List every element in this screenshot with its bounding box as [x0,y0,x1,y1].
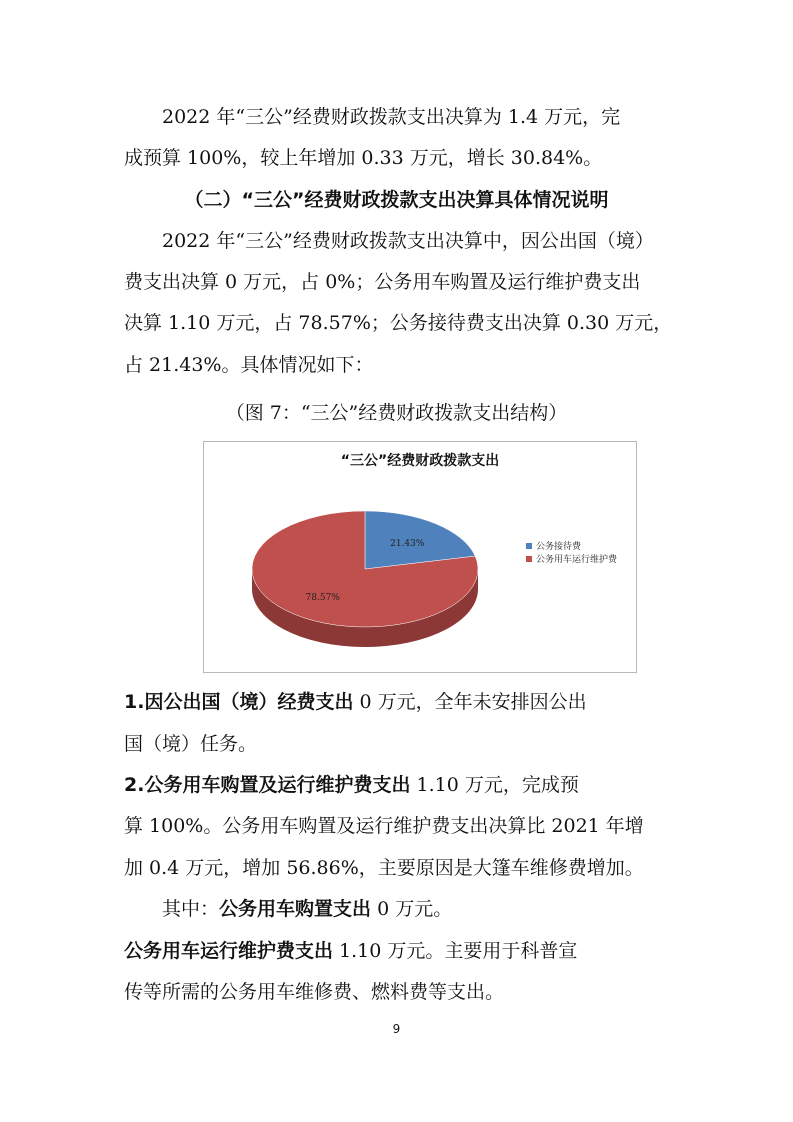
text: 其中： [162,898,220,920]
text: 1.10 万元，完成预 [410,774,579,796]
pie-chart-frame [203,441,637,673]
para-line: 占 21.43%。具体情况如下： [124,354,374,376]
subheading-bold: 公务用车购置支出 [219,898,372,920]
slice-2-label: 78.57% [305,593,340,604]
para-line: 算 100%。公务用车购置及运行维护费支出决算比 2021 年增 [124,815,644,837]
slice-1-legend-label: 公务接待费 [536,542,582,552]
para-line: 决算 1.10 万元，占 78.57%；公务接待费支出决算 0.30 万元， [124,312,673,334]
page-number: 9 [392,1022,401,1036]
para-line: 费支出决算 0 万元，占 0%；公务用车购置及运行维护费支出 [124,271,641,293]
pie-chart [204,442,636,672]
slice-2-legend-swatch [526,556,532,562]
slice-1-legend-swatch [526,543,532,549]
para-line [0,938,793,964]
para-line [0,772,793,798]
subheading-bold: 公务用车运行维护费支出 [124,940,334,962]
para-line: 国（境）任务。 [124,733,258,755]
para-line: 传等所需的公务用车维修费、燃料费等支出。 [124,981,505,1003]
figure-caption: （图 7：“三公”经费财政拨款支出结构） [225,402,568,424]
para-line: 加 0.4 万元，增加 56.86%，主要原因是大篷车维修费增加。 [124,857,644,879]
subheading-bold: 2.公务用车购置及运行维护费支出 [124,774,411,796]
text: 0 万元。 [371,898,453,920]
chart-title: “三公”经费财政拨款支出 [340,453,500,469]
para-line: 成预算 100%，较上年增加 0.33 万元，增长 30.84%。 [124,147,603,169]
slice-1-label: 21.43% [390,538,425,549]
para-line: 2022 年“三公”经费财政拨款支出决算中，因公出国（境） [162,230,654,252]
slice-2-legend-label: 公务用车运行维护费 [536,555,618,565]
section-heading: （二）“三公”经费财政拨款支出决算具体情况说明 [184,189,609,211]
para-line [0,896,793,922]
para-line [0,689,793,715]
text: 0 万元，全年未安排因公出 [353,691,587,713]
para-line: 2022 年“三公”经费财政拨款支出决算为 1.4 万元，完 [162,106,621,128]
subheading-bold: 1.因公出国（境）经费支出 [124,691,354,713]
text: 1.10 万元。主要用于科普宣 [333,940,578,962]
